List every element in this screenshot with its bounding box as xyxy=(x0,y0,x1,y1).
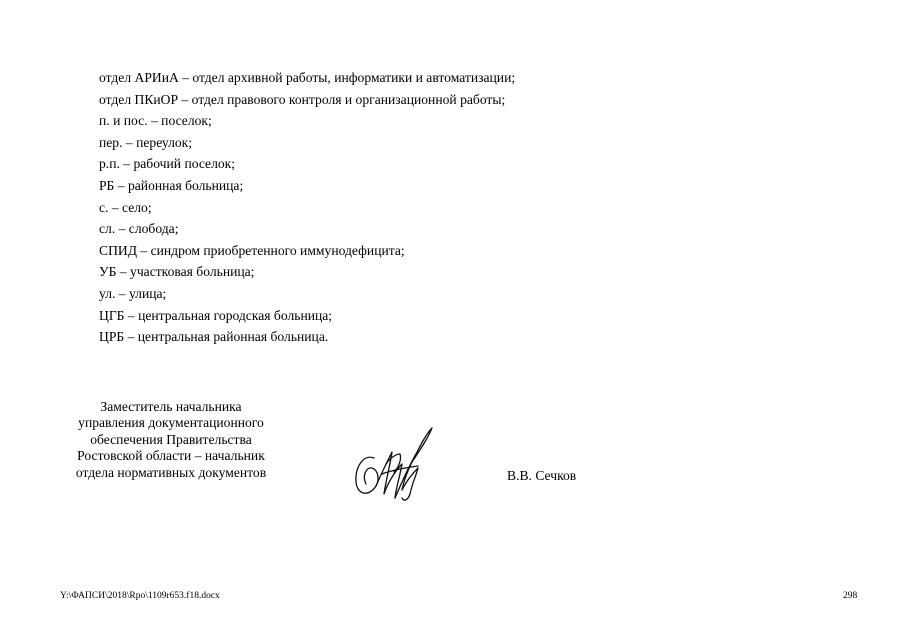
handwritten-signature xyxy=(346,424,436,504)
abbreviations-list xyxy=(99,67,659,348)
footer-file-path: Y:\ФАПСИ\2018\Rpo\1109r653.f18.docx xyxy=(60,591,220,601)
abbreviation-item: СПИД – синдром приобретенного иммунодефицита; xyxy=(99,242,405,258)
abbreviation-item: ул. – улица; xyxy=(99,285,167,301)
position-line: управления документационного xyxy=(78,415,264,431)
abbreviation-item: п. и пос. – поселок; xyxy=(99,113,212,129)
abbreviation-item: пер. – переулок; xyxy=(99,134,193,150)
abbreviation-item: РБ – районная больница; xyxy=(99,177,244,193)
abbreviation-item: ЦГБ – центральная городская больница; xyxy=(99,307,333,323)
abbreviation-item: с. – село; xyxy=(99,199,152,215)
position-line: Ростовской области – начальник xyxy=(77,448,265,464)
signatory-name: В.В. Сечков xyxy=(507,468,577,483)
signatory-position xyxy=(50,399,292,481)
abbreviation-item: УБ – участковая больница; xyxy=(99,264,255,280)
abbreviation-item: отдел ПКиОР – отдел правового контроля и организационной работы; xyxy=(99,91,506,107)
position-line: обеспечения Правительства xyxy=(90,431,252,447)
footer-page-number: 298 xyxy=(843,591,858,601)
abbreviation-item: ЦРБ – центральная районная больница. xyxy=(99,329,329,345)
position-line: Заместитель начальника xyxy=(100,399,242,414)
position-line: отдела нормативных документов xyxy=(75,464,267,480)
abbreviation-item: отдел АРИиА – отдел архивной работы, информатики и автоматизации; xyxy=(99,70,516,85)
abbreviation-item: р.п. – рабочий поселок; xyxy=(99,156,236,172)
abbreviation-item: сл. – слобода; xyxy=(99,221,179,237)
